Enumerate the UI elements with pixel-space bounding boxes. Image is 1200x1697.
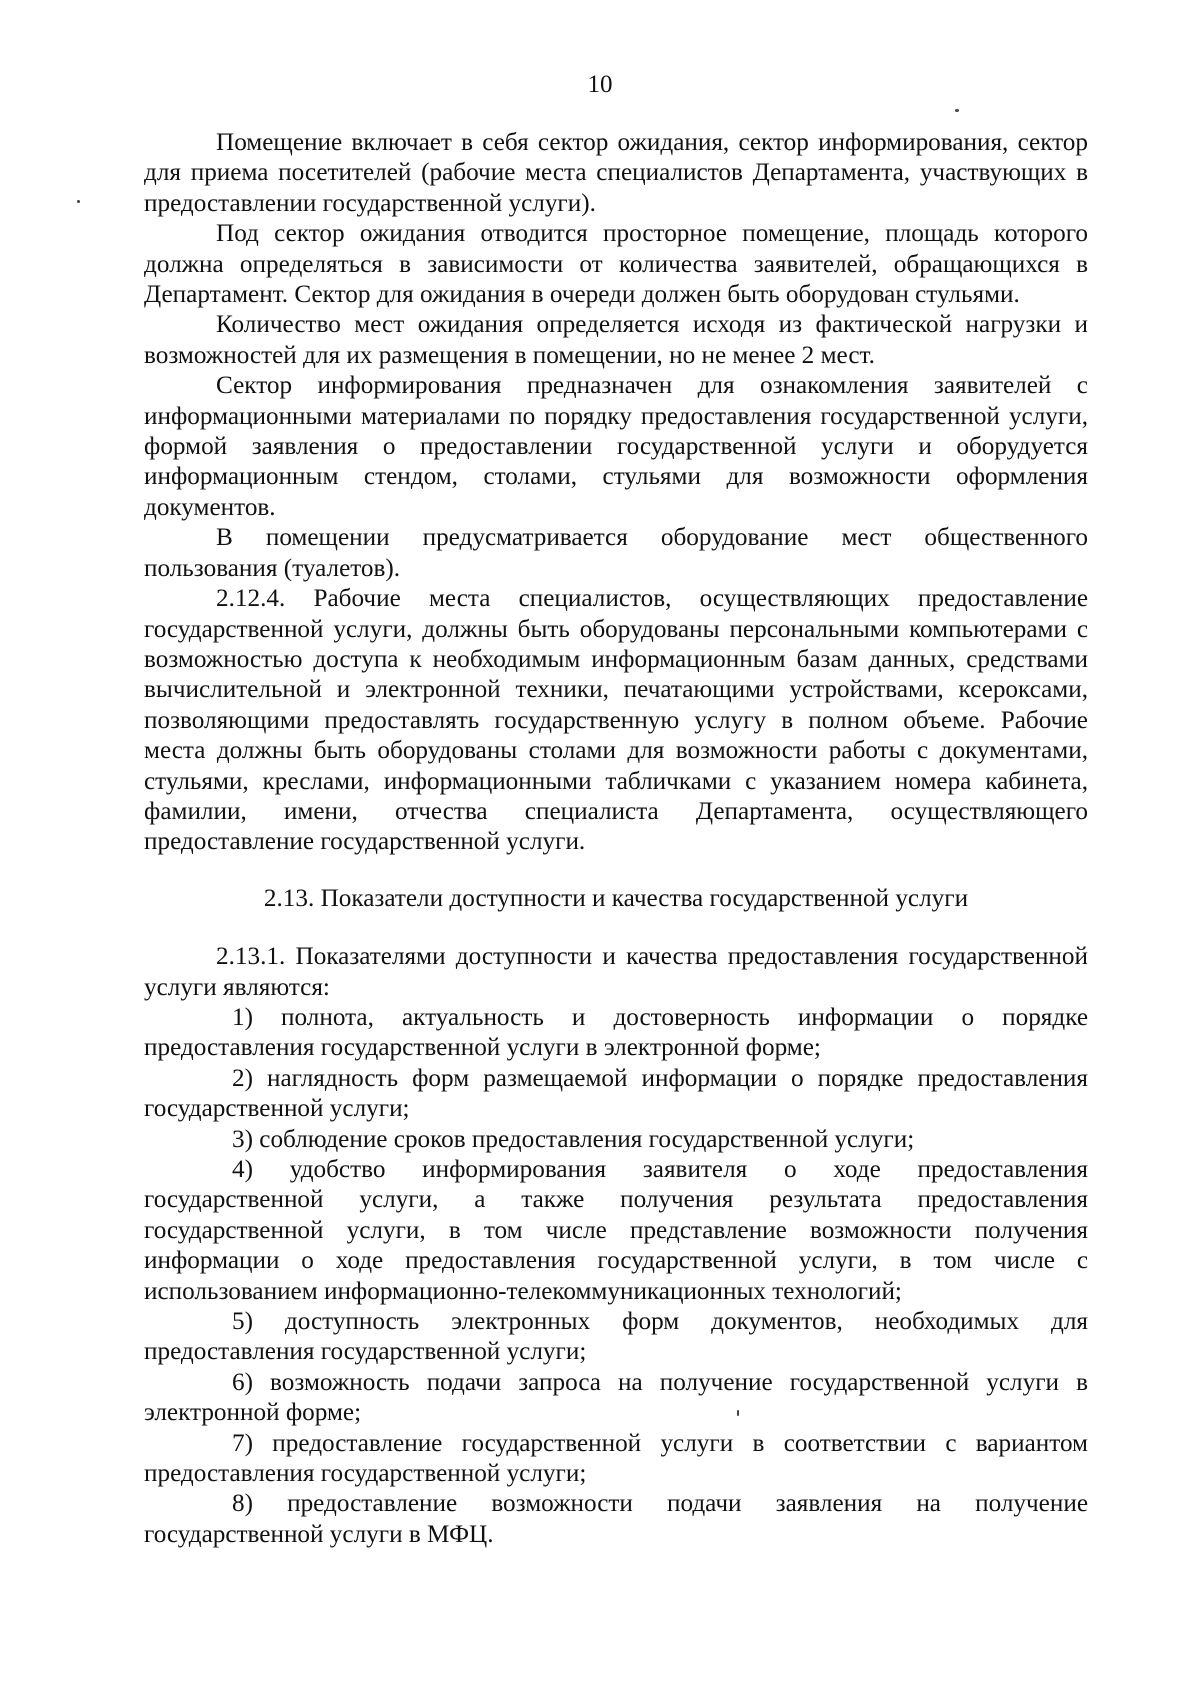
list-item-1: 1) полнота, актуальность и достоверность информации о порядке предоставления государственной услуги в электронной форме; <box>144 1003 1088 1062</box>
paragraph-waiting-seats: Количество мест ожидания определяется исходя из фактической нагрузки и возможностей для их размещения в помещении, но не менее 2 мест. <box>144 311 1088 369</box>
paragraph-information-sector: Сектор информирования предназначен для ознакомления заявителей с информационными материалами по порядку предоставления государственной услуги, формой заявления о предоставлении государственной услуги и оборудуется информационным стендом, столами, стульями для возможности оформления документов. <box>144 372 1088 521</box>
list-item-2: 2) наглядность форм размещаемой информации о порядке предоставления государственной услуги; <box>144 1064 1088 1123</box>
paragraph-premises: Помещение включает в себя сектор ожидания, сектор информирования, сектор для приема посетителей (рабочие места специалистов Департамента, участвующих в предоставлении государственной услуги). <box>144 129 1088 217</box>
paragraph-waiting-sector: Под сектор ожидания отводится просторное помещение, площадь которого должна определяться в зависимости от количества заявителей, обращающихся в Департамент. Сектор для ожидания в очереди должен быть оборудован стульями. <box>144 220 1088 309</box>
list-item-6: 6) возможность подачи запроса на получение государственной услуги в электронной форме; <box>144 1368 1088 1427</box>
section-heading-2-13: 2.13. Показатели доступности и качества государственной услуги <box>263 884 969 912</box>
document-body <box>144 128 1088 1550</box>
scan-speck <box>955 109 959 112</box>
list-item-3: 3) соблюдение сроков предоставления государственной услуги; <box>232 1125 915 1153</box>
scan-speck <box>77 200 80 203</box>
paragraph-2-12-4: 2.12.4. Рабочие места специалистов, осуществляющих предоставление государственной услуги, должны быть оборудованы персональными компьютерами с возможностью доступа к необходимым информационным базам данных, средствами вычислительной и электронной техники, печатающими устройствами, ксероксами, позволяющими предоставлять государственную услугу в полном объеме. Рабочие места должны быть оборудованы столами для возможности работы с документами, стульями, креслами, информационными табличками с указанием номера кабинета, фамилии, имени, отчества специалиста Департамента, осуществляющего предоставление государственной услуги. <box>144 585 1088 856</box>
list-item-8: 8) предоставление возможности подачи заявления на получение государственной услуги в МФЦ. <box>144 1490 1088 1548</box>
paragraph-restrooms: В помещении предусматривается оборудование мест общественного пользования (туалетов). <box>144 524 1088 582</box>
list-item-7: 7) предоставление государственной услуги в соответствии с вариантом предоставления государственной услуги; <box>144 1429 1088 1488</box>
scan-speck <box>737 1410 739 1416</box>
page-number: 10 <box>587 71 613 98</box>
list-item-4: 4) удобство информирования заявителя о ходе предоставления государственной услуги, а также получения результата предоставления государственной услуги, в том числе представление возможности получения информации о ходе предоставления государственной услуги, в том числе с использованием информационно-телекоммуникационных технологий; <box>144 1156 1088 1305</box>
paragraph-2-13-1: 2.13.1. Показателями доступности и качества предоставления государственной услуги являются: <box>144 943 1088 1001</box>
list-item-5: 5) доступность электронных форм документов, необходимых для предоставления государственной услуги; <box>144 1308 1088 1366</box>
